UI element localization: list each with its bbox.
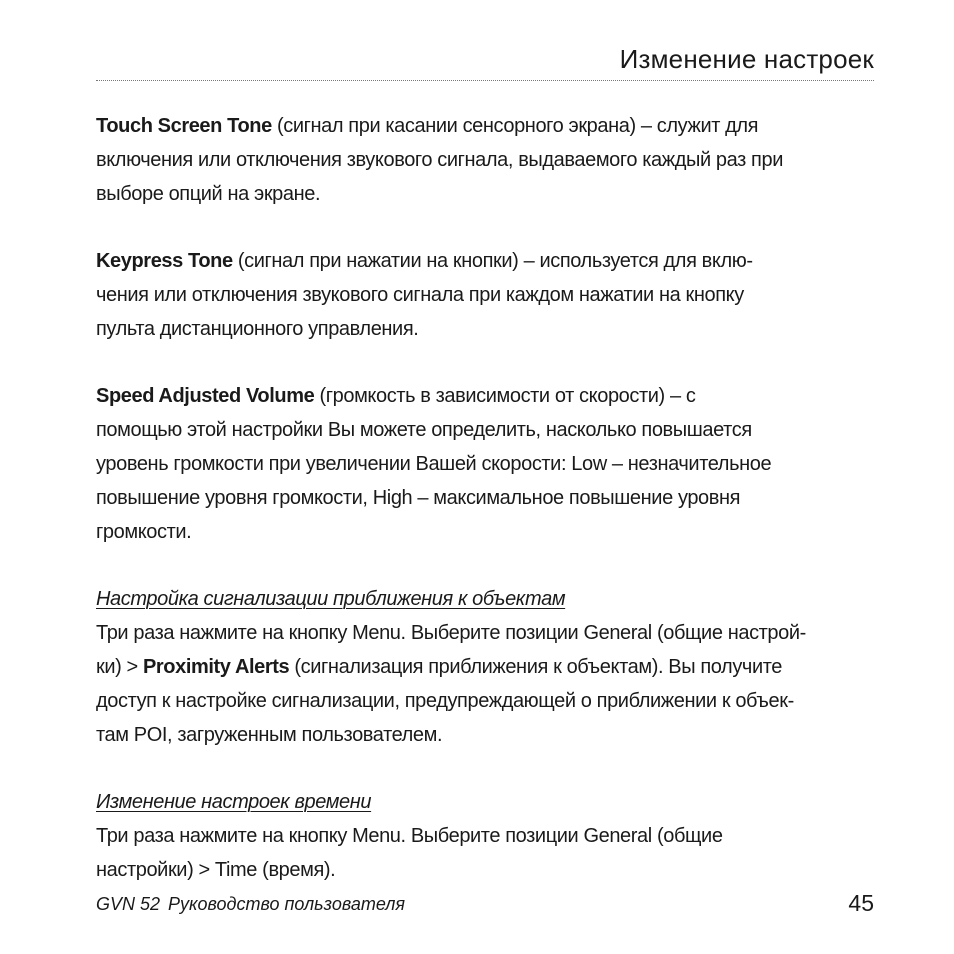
keypress-tone-line-3: пульта дистанционного управления. [96, 318, 419, 340]
touch-screen-tone-line-2: включения или отключения звукового сигнала, выдаваемого каждый раз при [96, 149, 783, 171]
touch-screen-tone-line-3: выборе опций на экране. [96, 183, 321, 205]
section-time-settings [96, 785, 876, 887]
proximity-alerts-line-2 [96, 650, 876, 684]
touch-screen-tone-line-1 [96, 109, 876, 143]
touch-screen-tone-text-1: (сигнал при касании сенсорного экрана) – служит для [271, 115, 759, 137]
section-speed-adjusted-volume [96, 379, 876, 549]
proximity-alerts-text-2a: ки) > [96, 656, 143, 678]
footer-manual-title [96, 894, 405, 915]
proximity-alerts-line-4: там POI, загруженным пользователем. [96, 724, 443, 746]
speed-adjusted-volume-term: Speed Adjusted Volume [96, 385, 315, 407]
footer-model: GVN 52 [96, 894, 161, 914]
proximity-alerts-heading: Настройка сигнализации приближения к объектам [96, 588, 566, 610]
footer-manual-name: Руководство пользователя [168, 894, 406, 914]
keypress-tone-term: Keypress Tone [96, 250, 233, 272]
proximity-alerts-term: Proximity Alerts [142, 656, 290, 678]
paragraph-gap [96, 211, 876, 244]
time-settings-heading: Изменение настроек времени [96, 791, 372, 813]
time-settings-line-1: Три раза нажмите на кнопку Menu. Выберите позиции General (общие [96, 825, 723, 847]
speed-adjusted-volume-line-1 [96, 379, 876, 413]
paragraph-gap [96, 752, 876, 785]
speed-adjusted-volume-line-3: уровень громкости при увеличении Вашей скорости: Low – незначительное [96, 453, 772, 475]
keypress-tone-line-2: чения или отключения звукового сигнала при каждом нажатии на кнопку [96, 284, 744, 306]
proximity-alerts-text-2b: (сигнализация приближения к объектам). Вы получите [289, 656, 782, 678]
touch-screen-tone-term: Touch Screen Tone [96, 115, 272, 137]
time-settings-line-2: настройки) > Time (время). [96, 859, 336, 881]
header-divider [96, 80, 874, 81]
speed-adjusted-volume-text-1: (громкость в зависимости от скорости) – с [314, 385, 696, 407]
page-number: 45 [848, 890, 874, 916]
paragraph-gap [96, 346, 876, 379]
page-content [96, 109, 876, 887]
proximity-alerts-line-1: Три раза нажмите на кнопку Menu. Выберите позиции General (общие настрой- [96, 622, 806, 644]
keypress-tone-text-1: (сигнал при нажатии на кнопки) – используется для вклю- [232, 250, 753, 272]
section-proximity-alerts [96, 582, 876, 752]
section-keypress-tone [96, 244, 876, 346]
speed-adjusted-volume-line-4: повышение уровня громкости, High – максимальное повышение уровня [96, 487, 741, 509]
section-touch-screen-tone [96, 109, 876, 211]
proximity-alerts-line-3: доступ к настройке сигнализации, предупреждающей о приближении к объек- [96, 690, 794, 712]
paragraph-gap [96, 549, 876, 582]
page-header-title: Изменение настроек [619, 44, 874, 74]
speed-adjusted-volume-line-2: помощью этой настройки Вы можете определить, насколько повышается [96, 419, 752, 441]
speed-adjusted-volume-line-5: громкости. [96, 521, 192, 543]
keypress-tone-line-1 [96, 244, 876, 278]
